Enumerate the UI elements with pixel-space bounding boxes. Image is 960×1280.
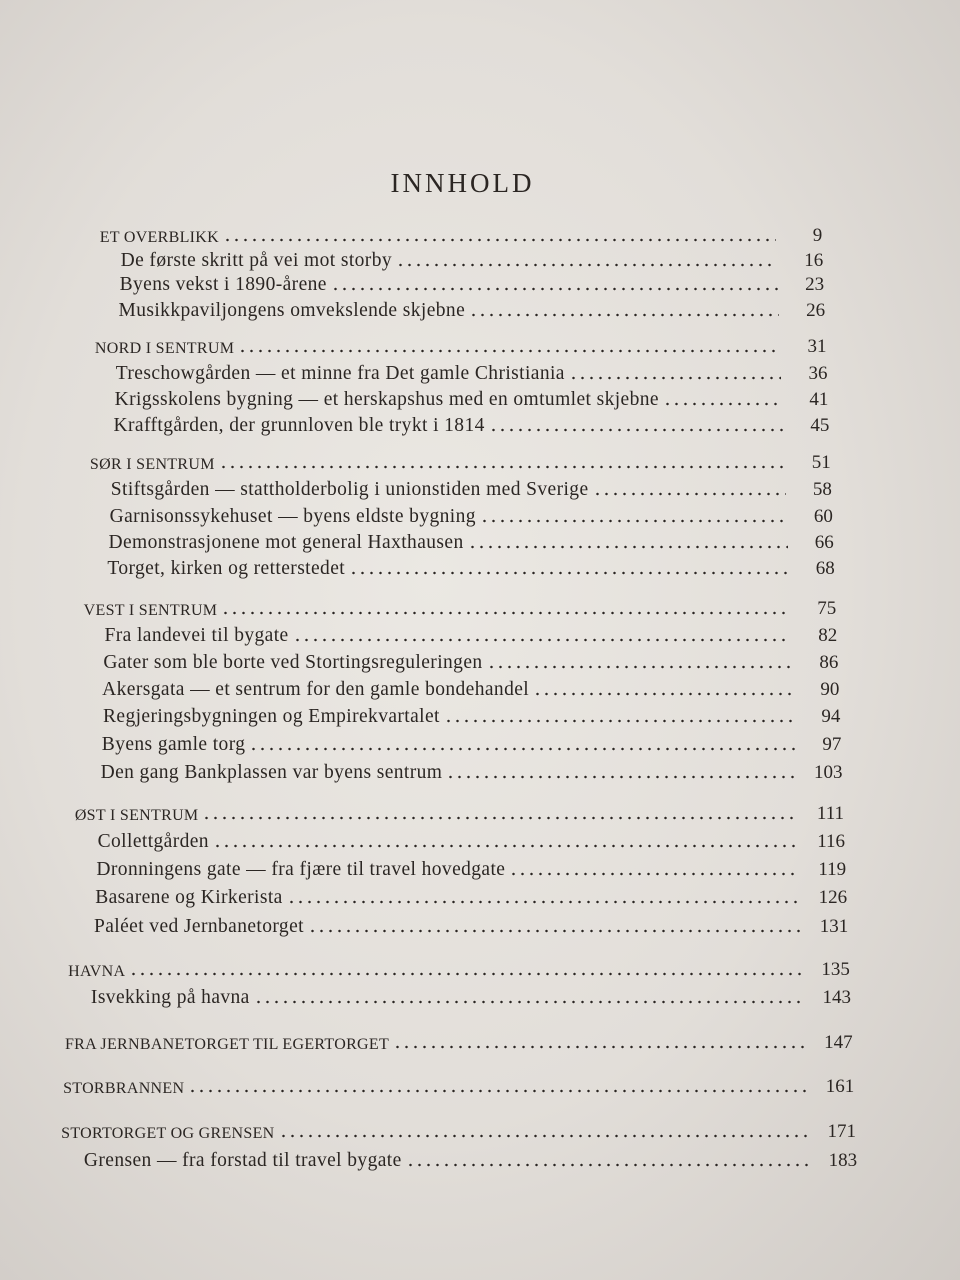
toc-sub-entry [95, 883, 847, 909]
toc-sub-entry [110, 502, 833, 528]
page-number: 75 [817, 598, 837, 619]
dot-leader [221, 610, 790, 616]
page-number: 183 [828, 1150, 858, 1171]
entry-title: Grensen — fra forstad til travel bygate [83, 1150, 402, 1171]
dot-leader [331, 286, 778, 292]
toc-sub-entry [120, 270, 825, 296]
page-number: 51 [811, 452, 831, 473]
entry-title: SØR I SENTRUM [89, 456, 215, 473]
page-number: 23 [805, 274, 825, 295]
toc-sub-entry [84, 1146, 857, 1172]
entry-title: Byens gamle torg [101, 734, 246, 755]
toc-sub-entry [111, 475, 832, 501]
toc-sub-entry [115, 385, 829, 411]
page-number: 161 [825, 1076, 855, 1097]
dot-leader [468, 544, 788, 550]
page-number: 26 [806, 300, 826, 321]
entry-title: ET OVERBLIKK [99, 229, 219, 246]
toc-sub-entry [103, 702, 840, 728]
page-number: 45 [810, 415, 830, 436]
entry-title: STORBRANNEN [63, 1080, 185, 1097]
toc-section-entry [75, 799, 844, 825]
entry-title: FRA JERNBANETORGET TIL EGERTORGET [64, 1036, 390, 1053]
entry-title: Dronningens gate — fra fjære til travel hovedgate [96, 859, 506, 880]
dot-leader [219, 464, 785, 470]
entry-title: Regjeringsbygningen og Empirekvartalet [103, 706, 440, 727]
entry-title: Garnisonssykehuset — byens eldste bygning [109, 506, 476, 527]
page-number: 60 [813, 506, 833, 527]
entry-title: Byens vekst i 1890-årene [119, 274, 327, 295]
entry-title: Gater som ble borte ved Stortingsreguleringen [103, 652, 483, 673]
entry-title: Torget, kirken og retterstedet [107, 558, 346, 579]
entry-title: Paléet ved Jernbanetorget [93, 916, 304, 937]
entry-title: Krigsskolens bygning — et herskapshus med en omtumlet skjebne [114, 389, 659, 410]
page-number: 86 [819, 652, 839, 673]
toc-section-entry [100, 221, 823, 247]
dot-leader [533, 691, 793, 697]
page-number: 31 [807, 336, 827, 357]
dot-leader [279, 1133, 810, 1139]
page-number: 171 [827, 1121, 856, 1142]
dot-leader [489, 427, 784, 433]
dot-leader [129, 971, 804, 977]
page-number: 143 [822, 987, 851, 1008]
entry-title: Demonstrasjonene mot general Haxthausen [108, 532, 464, 553]
dot-leader [569, 375, 782, 381]
entry-title: Den gang Bankplassen var byens sentrum [100, 762, 443, 783]
page-number: 97 [822, 734, 842, 755]
entry-title: HAVNA [68, 963, 126, 980]
page-number: 131 [819, 916, 849, 937]
dot-leader [349, 570, 789, 576]
toc-section-entry [68, 955, 850, 981]
toc-section-entry [63, 1072, 854, 1098]
dot-leader [188, 1088, 808, 1094]
entry-title: Akersgata — et sentrum for den gamle bondehandel [102, 679, 530, 700]
toc-sub-entry [118, 296, 825, 322]
entry-title: Musikkpaviljongens omvekslende skjebne [118, 300, 466, 321]
dot-leader [238, 348, 780, 354]
toc-section-entry [65, 1028, 853, 1054]
entry-title: NORD I SENTRUM [94, 340, 235, 357]
entry-title: Isvekking på havna [90, 987, 250, 1008]
page-title: INNHOLD [390, 168, 535, 198]
dot-leader [663, 401, 782, 407]
entry-title: Fra landevei til bygate [104, 625, 289, 646]
toc-sub-entry [101, 758, 843, 784]
toc-sub-entry [91, 983, 851, 1009]
entry-title: Collettgården [97, 831, 209, 852]
page-number: 41 [809, 389, 829, 410]
entry-title: Basarene og Kirkerista [95, 887, 283, 908]
page-number: 126 [818, 887, 848, 908]
toc-section-entry [95, 332, 827, 358]
dot-leader [396, 262, 777, 268]
toc-sub-entry [94, 912, 848, 938]
dot-leader [487, 664, 793, 670]
toc-sub-entry [107, 554, 834, 580]
entry-title: VEST I SENTRUM [83, 602, 218, 619]
toc-sub-entry [121, 246, 824, 272]
dot-leader [393, 1044, 807, 1050]
entry-title: STORTORGET OG GRENSEN [61, 1125, 275, 1142]
toc-sub-entry [102, 730, 842, 756]
dot-leader [223, 237, 776, 243]
dot-leader [254, 999, 805, 1005]
toc-sub-entry [104, 621, 837, 647]
dot-leader [213, 843, 799, 849]
page-number: 103 [813, 762, 843, 783]
page-number: 58 [812, 479, 832, 500]
dot-leader [469, 312, 779, 318]
toc-section-entry [90, 448, 831, 474]
toc-sub-entry [102, 675, 839, 701]
dot-leader [446, 774, 796, 780]
toc-sub-entry [98, 827, 845, 853]
page-number: 94 [821, 706, 841, 727]
entry-title: De første skritt på vei mot storby [120, 250, 392, 271]
page-number: 9 [812, 225, 823, 246]
toc-sub-entry [114, 411, 830, 437]
page-number: 16 [804, 250, 824, 271]
page-number: 135 [821, 959, 850, 980]
page-number: 147 [824, 1032, 853, 1053]
page-number: 116 [817, 831, 846, 852]
entry-title: Stiftsgården — stattholderbolig i unionstiden med Sverige [110, 479, 589, 500]
toc-sub-entry [96, 855, 846, 881]
toc-section-entry [61, 1117, 856, 1143]
page-number: 68 [815, 558, 835, 579]
page-number: 82 [818, 625, 838, 646]
toc-sub-entry [116, 359, 828, 385]
dot-leader [249, 746, 795, 752]
page-number: 119 [818, 859, 847, 880]
dot-leader [444, 718, 794, 724]
dot-leader [202, 815, 798, 821]
dot-leader [480, 518, 787, 524]
toc-sub-entry [108, 528, 833, 554]
page-number: 90 [820, 679, 840, 700]
toc-section-entry [84, 594, 837, 620]
entry-title: ØST I SENTRUM [74, 807, 199, 824]
dot-leader [406, 1162, 811, 1168]
dot-leader [509, 871, 800, 877]
dot-leader [308, 928, 802, 934]
toc-sub-entry [103, 648, 838, 674]
page-number: 111 [816, 803, 844, 824]
entry-title: Krafftgården, der grunnloven ble trykt i 1814 [113, 415, 485, 436]
page-number: 66 [814, 532, 834, 553]
dot-leader [293, 637, 792, 643]
page-number: 36 [808, 363, 828, 384]
entry-title: Treschowgården — et minne fra Det gamle Christiania [115, 363, 565, 384]
dot-leader [287, 899, 801, 905]
dot-leader [593, 491, 786, 497]
